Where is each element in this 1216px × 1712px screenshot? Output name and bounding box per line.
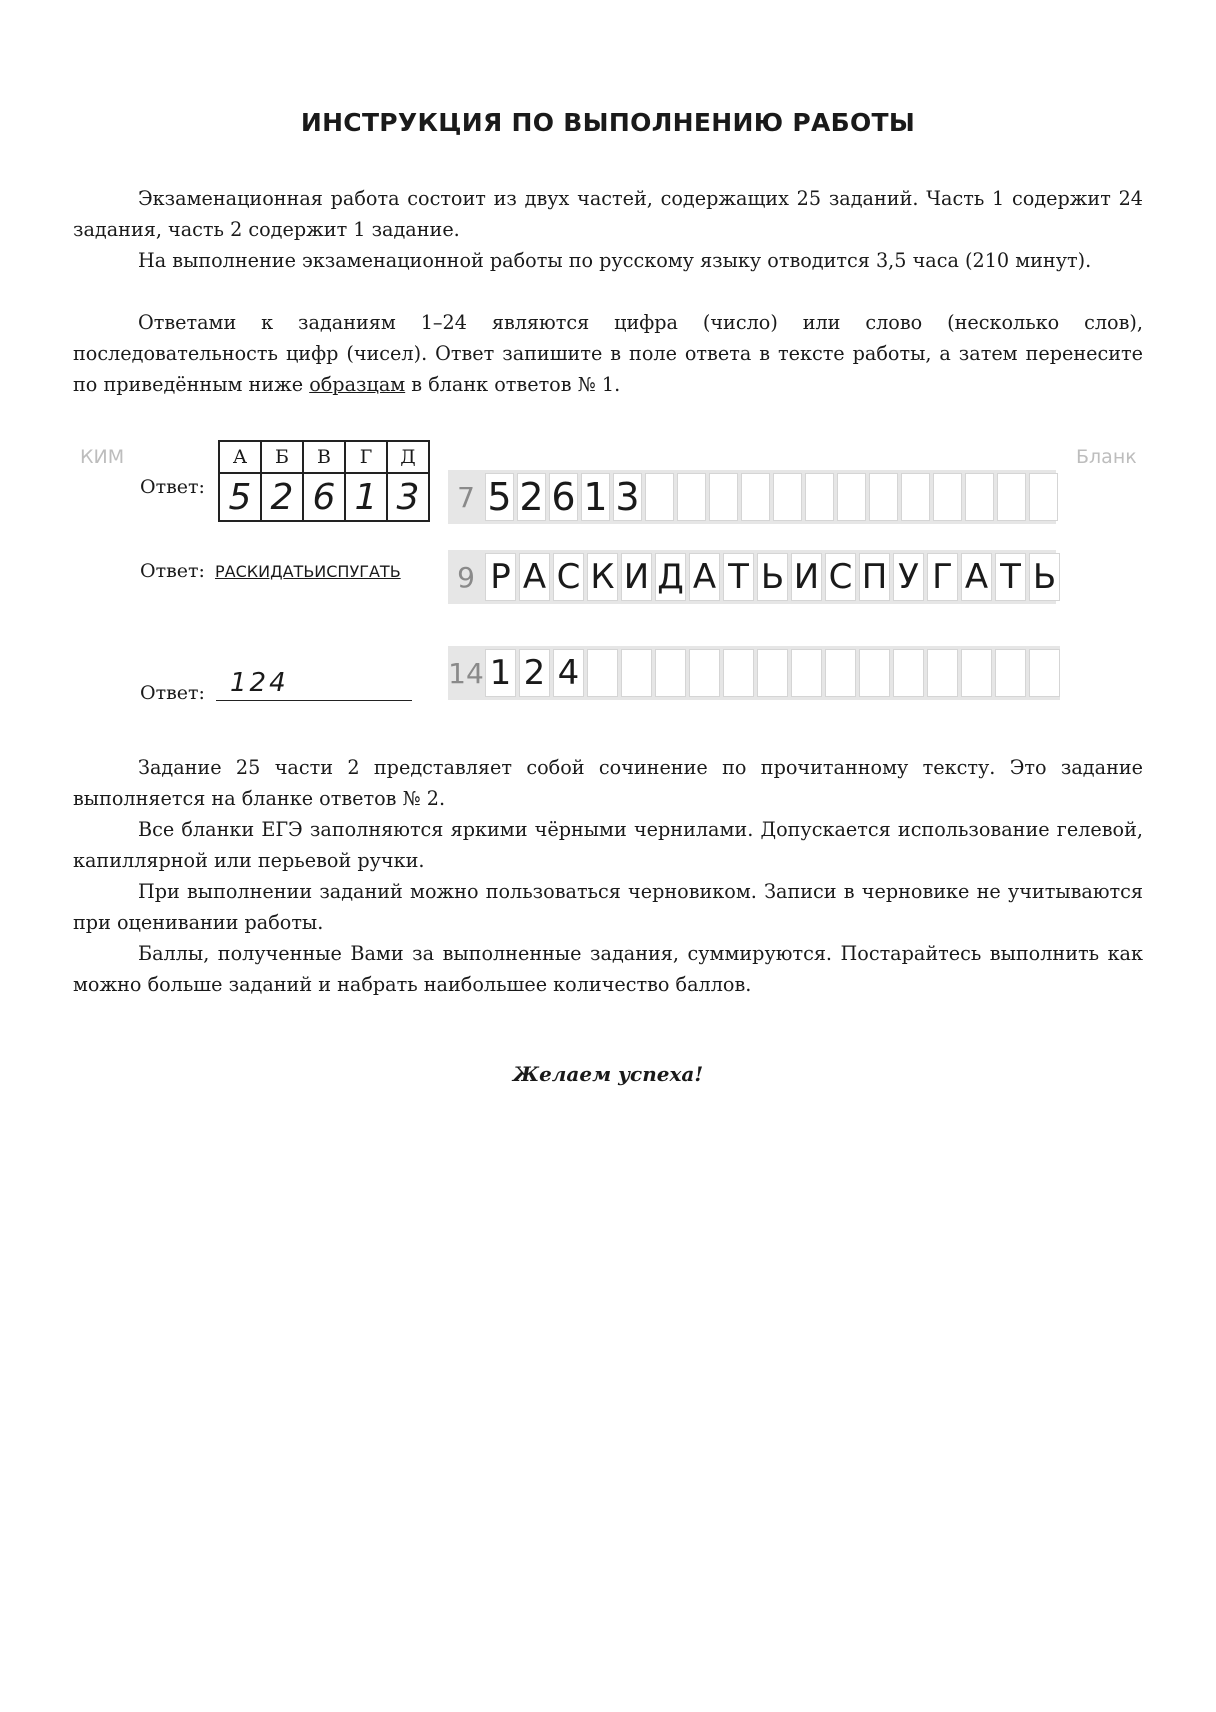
blank-cell: 6 [549,473,578,521]
blank-cell [1029,473,1058,521]
paragraph-answers [73,307,1143,400]
blank-cells-3 [485,649,1060,697]
paragraph-structure: Экзаменационная работа состоит из двух частей, содержащих 25 заданий. Часть 1 содержит 24 задания, часть 2 содержит 1 задание. [73,187,1143,241]
blank-row-1 [448,470,1056,524]
table-header-cell: Г [345,441,387,473]
paragraph-scores: Баллы, полученные Вами за выполненные задания, суммируются. Постарайтесь выполнить как можно больше заданий и набрать наибольшее количество баллов. [73,942,1143,996]
answer-letter-table [218,440,430,522]
blank-cell: Р [485,553,516,601]
blank-cell: 5 [485,473,514,521]
table-value-cell: 5 [219,473,261,521]
blank-cell: И [621,553,652,601]
table-header-cell: А [219,441,261,473]
blank-cell: Т [723,553,754,601]
blank-cell [689,649,720,697]
table-value-cell: 3 [387,473,429,521]
paragraph-essay: Задание 25 части 2 представляет собой сочинение по прочитанному тексту. Это задание выполняется на бланке ответов № 2. [73,756,1143,810]
paragraph-ink: Все бланки ЕГЭ заполняются яркими чёрными чернилами. Допускается использование гелевой, капиллярной или перьевой ручки. [73,818,1143,872]
paragraph-time: На выполнение экзаменационной работы по русскому языку отводится 3,5 часа (210 минут). [138,249,1092,272]
paragraph-answers-end: в бланк ответов № 1. [405,373,621,396]
blank-cell: А [961,553,992,601]
blank-row-3 [448,646,1060,700]
answer-label-2: Ответ: [140,560,205,582]
page-title: ИНСТРУКЦИЯ ПО ВЫПОЛНЕНИЮ РАБОТЫ [300,108,916,137]
blank-cells-1 [485,473,1058,521]
table-header-cell: Б [261,441,303,473]
answer-text-2: РАСКИДАТЬИСПУГАТЬ [215,562,401,581]
blank-cell [933,473,962,521]
blank-cell [1029,649,1060,697]
blank-cells-2 [485,553,1060,601]
blank-cell: 1 [581,473,610,521]
paragraph-draft: При выполнении заданий можно пользоваться черновиком. Записи в черновике не учитываются при оценивании работы. [73,880,1143,934]
blank-cell [757,649,788,697]
blank-cell: Г [927,553,958,601]
closing-wish: Желаем успеха! [512,1062,704,1086]
blank-cell [791,649,822,697]
answer-label-3: Ответ: [140,682,205,704]
blank-cell [997,473,1026,521]
blank-label: Бланк [1076,446,1137,468]
paragraph-answers-text: Ответами к заданиям 1–24 являются цифра (число) или слово (несколько слов), последовательность цифр (чисел). Ответ запишите в поле ответа в тексте работы, а затем перенесите по приведённым ниже [73,311,1143,396]
blank-cell [869,473,898,521]
blank-cell [893,649,924,697]
blank-cell [901,473,930,521]
blank-cell: У [893,553,924,601]
blank-cell [825,649,856,697]
blank-cell: Д [655,553,686,601]
blank-cell [961,649,992,697]
blank-cell: Ь [757,553,788,601]
blank-cell [837,473,866,521]
table-value-cell: 6 [303,473,345,521]
blank-cell [587,649,618,697]
blank-cell: 3 [613,473,642,521]
task-number: 9 [457,560,475,594]
blank-row-2 [448,550,1056,604]
blank-cell: А [519,553,550,601]
blank-cell [655,649,686,697]
answer-text-3: 124 [230,668,289,698]
blank-cell: С [553,553,584,601]
blank-cell [927,649,958,697]
blank-cell [965,473,994,521]
blank-cell [995,649,1026,697]
answer-label-1: Ответ: [140,476,205,498]
blank-cell: А [689,553,720,601]
answer-underline [216,700,412,701]
blank-cell [805,473,834,521]
blank-cell [859,649,890,697]
blank-cell [773,473,802,521]
task-number: 7 [457,480,475,514]
blank-cell: К [587,553,618,601]
table-value-cell: 1 [345,473,387,521]
blank-cell [709,473,738,521]
blank-cell: И [791,553,822,601]
blank-cell: 4 [553,649,584,697]
blank-cell [621,649,652,697]
table-header-cell: Д [387,441,429,473]
blank-cell [723,649,754,697]
kim-label: КИМ [80,446,125,468]
blank-cell [741,473,770,521]
blank-cell: Ь [1029,553,1060,601]
table-value-cell: 2 [261,473,303,521]
blank-cell: Т [995,553,1026,601]
task-number: 14 [448,656,484,690]
blank-cell: 2 [519,649,550,697]
blank-cell [645,473,674,521]
table-header-cell: В [303,441,345,473]
blank-cell: П [859,553,890,601]
blank-cell: С [825,553,856,601]
blank-cell [677,473,706,521]
blank-cell: 1 [485,649,516,697]
samples-link: образцам [309,373,406,396]
blank-cell: 2 [517,473,546,521]
